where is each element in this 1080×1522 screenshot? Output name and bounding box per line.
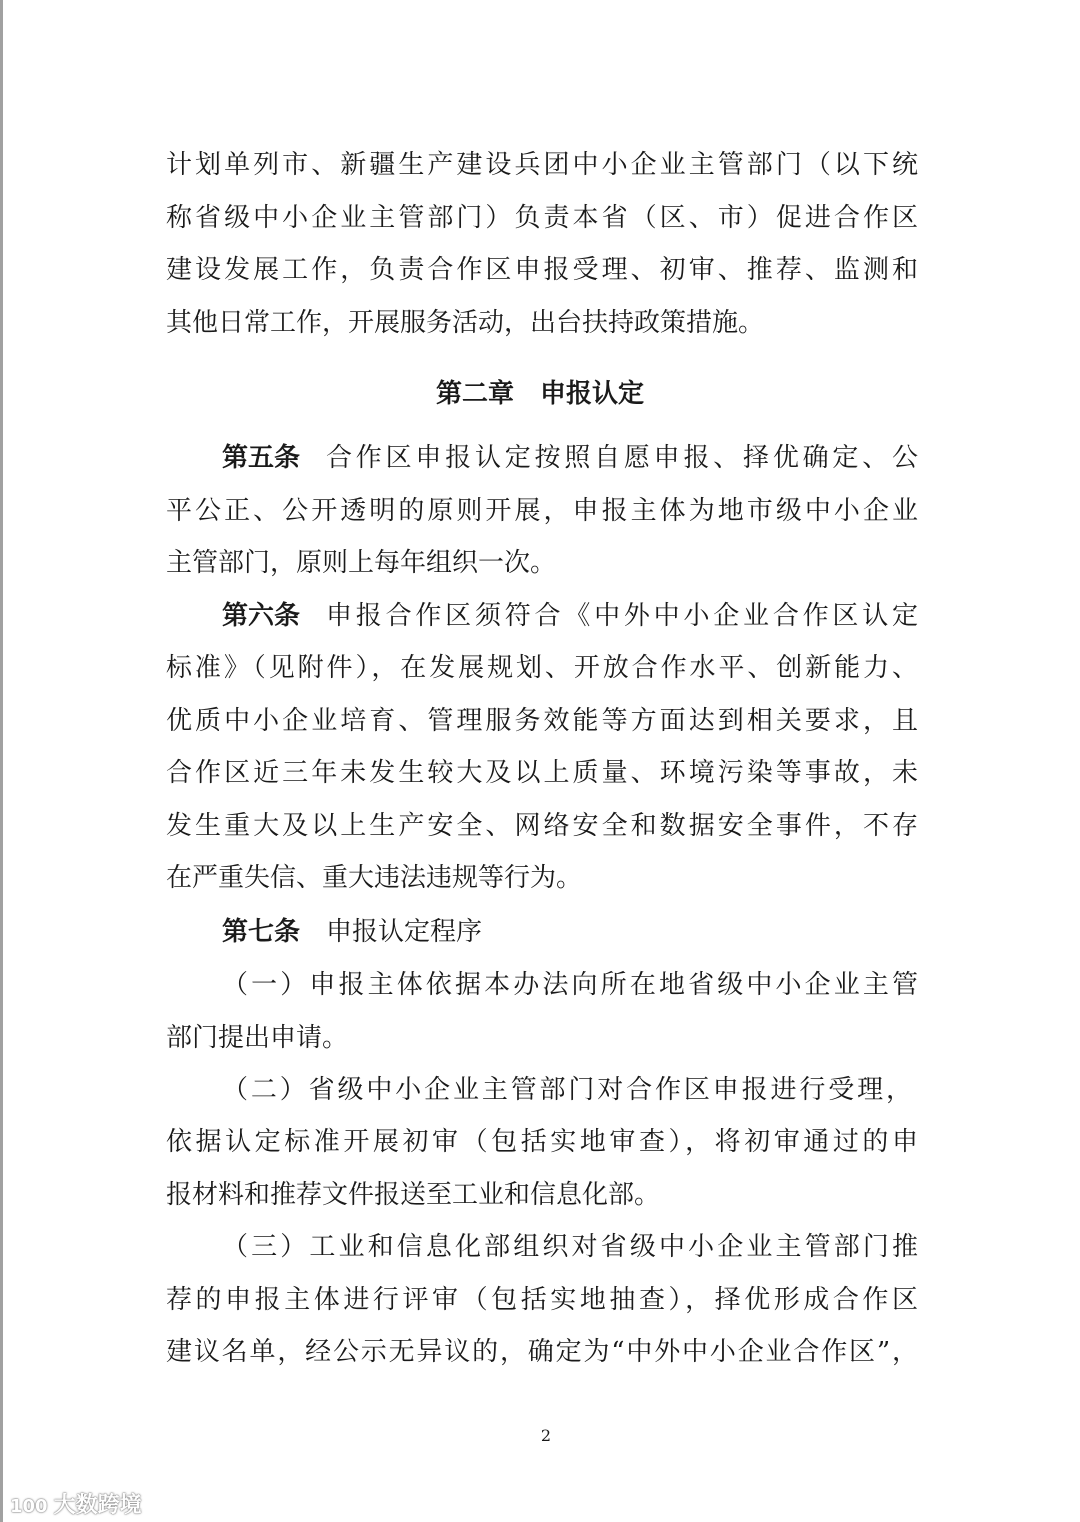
article-label: 第七条	[222, 917, 301, 947]
text-line: 主管部门，原则上每年组织一次。	[166, 548, 557, 578]
text-line: 标准》（见附件），在发展规划、开放合作水平、创新能力、	[166, 653, 918, 683]
watermark	[10, 1488, 142, 1519]
text-line: （二）省级中小企业主管部门对合作区申报进行受理，	[222, 1075, 912, 1105]
article-7-first-line	[222, 915, 918, 949]
watermark-text: 大数跨境	[53, 1493, 142, 1518]
text-line: 报材料和推荐文件报送至工业和信息化部。	[166, 1180, 661, 1210]
article-label: 第六条	[222, 601, 301, 631]
text-line: （一）申报主体依据本办法向所在地省级中小企业主管	[222, 970, 918, 1000]
page-number: 2	[540, 1426, 552, 1445]
text-line: 建议名单，经公示无异议的，确定为“中外中小企业合作区”，	[166, 1337, 918, 1367]
text-line: 其他日常工作，开展服务活动，出台扶持政策措施。	[166, 308, 765, 338]
text-line: 在严重失信、重大违法违规等行为。	[166, 863, 583, 893]
text-line: 合作区申报认定按照自愿申报、择优确定、公	[326, 443, 918, 473]
scan-edge	[0, 0, 3, 1522]
watermark-logo: 100	[10, 1496, 48, 1517]
article-title: 申报认定程序	[326, 917, 483, 947]
text-line: 计划单列市、新疆生产建设兵团中小企业主管部门（以下统	[166, 150, 918, 180]
text-line: （三）工业和信息化部组织对省级中小企业主管部门推	[222, 1232, 918, 1262]
text-line: 部门提出申请。	[166, 1023, 349, 1053]
text-line: 建设发展工作，负责合作区申报受理、初审、推荐、监测和	[166, 255, 918, 285]
text-line: 发生重大及以上生产安全、网络安全和数据安全事件，不存	[166, 811, 918, 841]
text-line: 申报合作区须符合《中外中小企业合作区认定	[326, 601, 918, 631]
text-line: 荐的申报主体进行评审（包括实地抽查），择优形成合作区	[166, 1285, 918, 1315]
text-line: 称省级中小企业主管部门）负责本省（区、市）促进合作区	[166, 203, 918, 233]
text-line: 合作区近三年未发生较大及以上质量、环境污染等事故，未	[166, 758, 918, 788]
text-line: 平公正、公开透明的原则开展，申报主体为地市级中小企业	[166, 496, 918, 526]
chapter-heading: 第二章 申报认定	[435, 379, 644, 409]
article-6-first-line	[222, 599, 918, 633]
text-line: 依据认定标准开展初审（包括实地审查），将初审通过的申	[166, 1127, 918, 1157]
article-label: 第五条	[222, 443, 301, 473]
article-5-first-line	[222, 441, 918, 475]
text-line: 优质中小企业培育、管理服务效能等方面达到相关要求，且	[166, 706, 918, 736]
